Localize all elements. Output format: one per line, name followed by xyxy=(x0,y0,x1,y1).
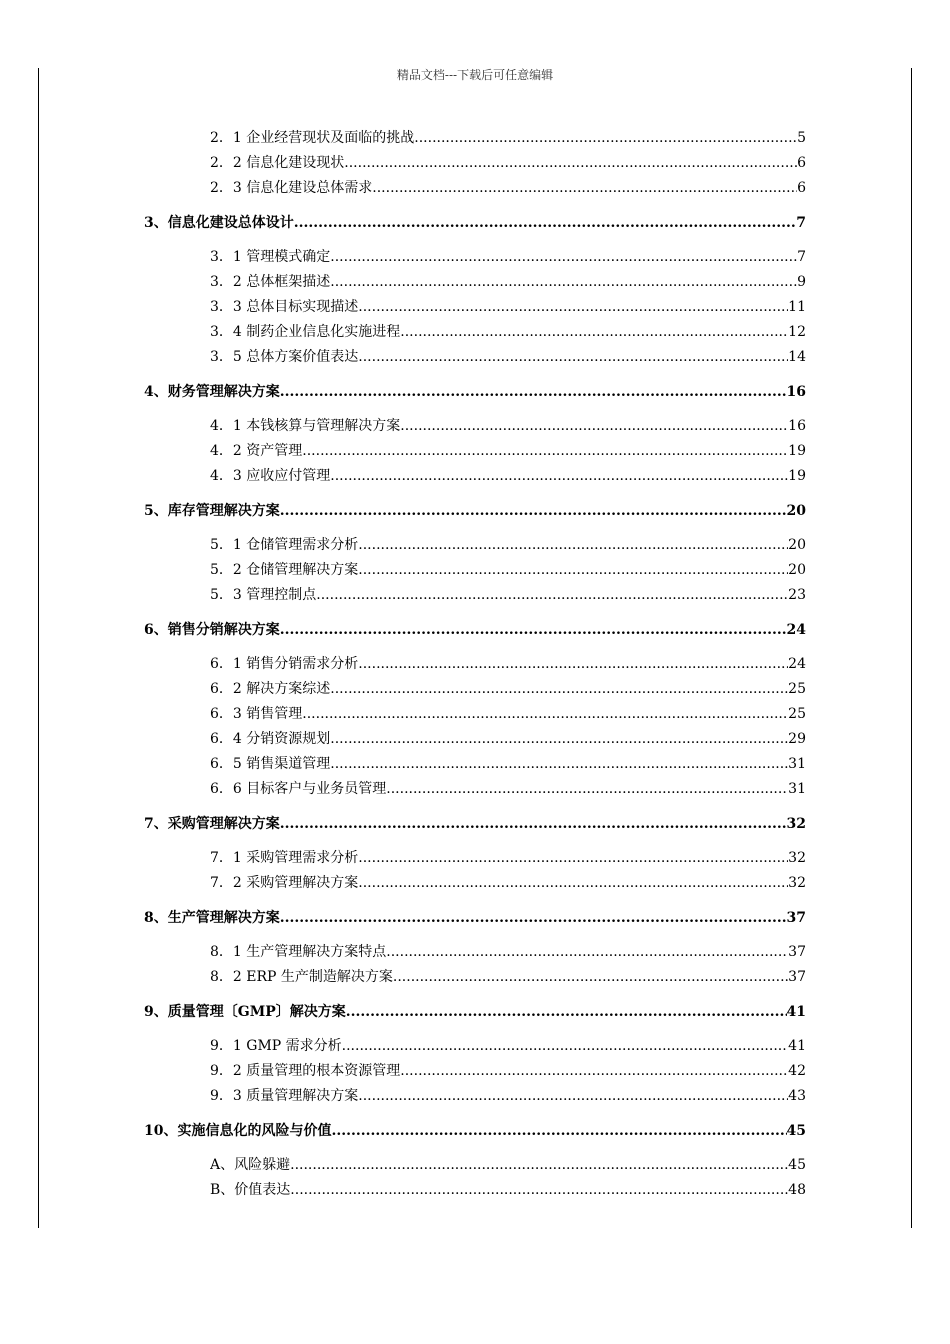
toc-subsection-entry[interactable] xyxy=(210,777,806,802)
toc-subsection-entry[interactable] xyxy=(210,583,806,608)
toc-page-number: 37 xyxy=(788,944,806,960)
toc-dot-leader xyxy=(358,1084,788,1109)
toc-entry-title: 8．1 生产管理解决方案特点 xyxy=(210,944,387,960)
toc-entry-title: 2．1 企业经营现状及面临的挑战 xyxy=(210,130,415,146)
toc-entry-title: 9．3 质量管理解决方案 xyxy=(210,1088,359,1104)
toc-dot-leader xyxy=(302,439,788,464)
toc-entry-title: 4．3 应收应付管理 xyxy=(210,468,331,484)
toc-page-number: 37 xyxy=(788,969,806,985)
toc-dot-leader xyxy=(330,464,788,489)
toc-subsection-entry[interactable] xyxy=(210,270,806,295)
toc-subsection-entry[interactable] xyxy=(210,1084,806,1109)
toc-entry-title: 7．1 采购管理需求分析 xyxy=(210,850,359,866)
toc-subsection-entry[interactable] xyxy=(210,702,806,727)
toc-page-number: 24 xyxy=(788,656,806,672)
toc-entry-title: 9、质量管理〔GMP〕解决方案 xyxy=(144,1004,346,1020)
toc-dot-leader xyxy=(280,812,787,837)
toc-page-number: 20 xyxy=(788,537,806,553)
toc-dot-leader xyxy=(358,295,788,320)
toc-subsection-entry[interactable] xyxy=(210,345,806,370)
toc-dot-leader xyxy=(358,533,788,558)
toc-dot-leader xyxy=(280,618,787,643)
toc-entry-title: 7、采购管理解决方案 xyxy=(144,816,280,832)
toc-dot-leader xyxy=(280,380,787,405)
toc-entry-title: 9．1 GMP 需求分析 xyxy=(210,1038,342,1054)
toc-dot-leader xyxy=(330,245,797,270)
toc-subsection-entry[interactable] xyxy=(210,1034,806,1059)
toc-dot-leader xyxy=(400,1059,788,1084)
toc-dot-leader xyxy=(358,846,788,871)
toc-section-entry[interactable] xyxy=(144,1000,806,1025)
toc-page-number: 31 xyxy=(788,781,806,797)
toc-dot-leader xyxy=(330,270,797,295)
toc-section-entry[interactable] xyxy=(144,618,806,643)
toc-subsection-entry[interactable] xyxy=(210,558,806,583)
toc-dot-leader xyxy=(358,871,788,896)
toc-dot-leader xyxy=(330,752,788,777)
toc-dot-leader xyxy=(330,727,788,752)
toc-dot-leader xyxy=(358,558,788,583)
toc-dot-leader xyxy=(346,1000,787,1025)
toc-subsection-entry[interactable] xyxy=(210,295,806,320)
toc-entry-title: 6、销售分销解决方案 xyxy=(144,622,280,638)
toc-entry-title: 10、实施信息化的风险与价值 xyxy=(144,1123,332,1139)
toc-dot-leader xyxy=(316,583,788,608)
toc-page-number: 25 xyxy=(788,681,806,697)
toc-dot-leader xyxy=(344,151,797,176)
toc-entry-title: 2．3 信息化建设总体需求 xyxy=(210,180,373,196)
toc-page-number: 41 xyxy=(786,1004,806,1020)
toc-entry-title: 5．2 仓储管理解决方案 xyxy=(210,562,359,578)
toc-dot-leader xyxy=(290,1178,788,1203)
toc-dot-leader xyxy=(290,1153,788,1178)
toc-page-number: 19 xyxy=(788,443,806,459)
toc-dot-leader xyxy=(302,702,788,727)
toc-entry-title: B、价值表达 xyxy=(210,1182,291,1198)
toc-subsection-entry[interactable] xyxy=(210,1153,806,1178)
toc-page-number: 45 xyxy=(788,1157,806,1173)
toc-section-entry[interactable] xyxy=(144,812,806,837)
toc-page-number: 5 xyxy=(797,130,806,146)
toc-page-number: 9 xyxy=(797,274,806,290)
table-of-contents xyxy=(0,126,950,1203)
toc-subsection-entry[interactable] xyxy=(210,846,806,871)
toc-entry-title: 8．2 ERP 生产制造解决方案 xyxy=(210,969,393,985)
toc-entry-title: 3．1 管理模式确定 xyxy=(210,249,331,265)
toc-page-number: 7 xyxy=(797,249,806,265)
toc-section-entry[interactable] xyxy=(144,211,806,236)
toc-page-number: 20 xyxy=(788,562,806,578)
toc-dot-leader xyxy=(393,965,788,990)
toc-page-number: 12 xyxy=(788,324,806,340)
toc-page-number: 14 xyxy=(788,349,806,365)
toc-dot-leader xyxy=(386,777,788,802)
toc-page-number: 31 xyxy=(788,756,806,772)
toc-dot-leader xyxy=(414,126,797,151)
toc-entry-title: 4．2 资产管理 xyxy=(210,443,303,459)
toc-entry-title: 3、信息化建设总体设计 xyxy=(144,215,294,231)
toc-section-entry[interactable] xyxy=(144,906,806,931)
toc-dot-leader xyxy=(358,345,788,370)
toc-dot-leader xyxy=(280,499,787,524)
toc-subsection-entry[interactable] xyxy=(210,464,806,489)
toc-entry-title: 8、生产管理解决方案 xyxy=(144,910,280,926)
toc-page-number: 16 xyxy=(786,384,806,400)
toc-subsection-entry[interactable] xyxy=(210,752,806,777)
toc-page-number: 24 xyxy=(786,622,806,638)
toc-page-number: 41 xyxy=(788,1038,806,1054)
page-header: 精品文档---下载后可任意编辑 xyxy=(396,68,554,82)
toc-dot-leader xyxy=(330,677,788,702)
toc-section-entry[interactable] xyxy=(144,380,806,405)
toc-subsection-entry[interactable] xyxy=(210,871,806,896)
toc-entry-title: 6．3 销售管理 xyxy=(210,706,303,722)
toc-entry-title: 6．4 分销资源规划 xyxy=(210,731,331,747)
toc-page-number: 23 xyxy=(788,587,806,603)
toc-entry-title: 6．2 解决方案综述 xyxy=(210,681,331,697)
toc-entry-title: 4．1 本钱核算与管理解决方案 xyxy=(210,418,401,434)
toc-page-number: 16 xyxy=(788,418,806,434)
toc-subsection-entry[interactable] xyxy=(210,533,806,558)
toc-entry-title: 5、库存管理解决方案 xyxy=(144,503,280,519)
toc-dot-leader xyxy=(294,211,797,236)
toc-entry-title: 3．5 总体方案价值表达 xyxy=(210,349,359,365)
toc-entry-title: 9．2 质量管理的根本资源管理 xyxy=(210,1063,401,1079)
toc-entry-title: 4、财务管理解决方案 xyxy=(144,384,280,400)
toc-subsection-entry[interactable] xyxy=(210,1059,806,1084)
toc-page-number: 32 xyxy=(788,850,806,866)
toc-entry-title: 6．5 销售渠道管理 xyxy=(210,756,331,772)
toc-dot-leader xyxy=(342,1034,789,1059)
toc-page-number: 6 xyxy=(797,155,806,171)
toc-entry-title: 3．3 总体目标实现描述 xyxy=(210,299,359,315)
toc-entry-title: 3．4 制药企业信息化实施进程 xyxy=(210,324,401,340)
toc-dot-leader xyxy=(372,176,797,201)
toc-entry-title: 5．1 仓储管理需求分析 xyxy=(210,537,359,553)
toc-page-number: 32 xyxy=(786,816,806,832)
toc-subsection-entry[interactable] xyxy=(210,414,806,439)
toc-page-number: 48 xyxy=(788,1182,806,1198)
toc-subsection-entry[interactable] xyxy=(210,677,806,702)
toc-subsection-entry[interactable] xyxy=(210,439,806,464)
toc-page-number: 43 xyxy=(788,1088,806,1104)
toc-subsection-entry[interactable] xyxy=(210,727,806,752)
toc-page-number: 6 xyxy=(797,180,806,196)
toc-entry-title: 2．2 信息化建设现状 xyxy=(210,155,345,171)
toc-subsection-entry[interactable] xyxy=(210,965,806,990)
toc-page-number: 45 xyxy=(786,1123,806,1139)
toc-subsection-entry[interactable] xyxy=(210,126,806,151)
toc-dot-leader xyxy=(386,940,788,965)
toc-entry-title: 3．2 总体框架描述 xyxy=(210,274,331,290)
toc-dot-leader xyxy=(358,652,788,677)
toc-section-entry[interactable] xyxy=(144,1119,806,1144)
toc-page-number: 25 xyxy=(788,706,806,722)
toc-subsection-entry[interactable] xyxy=(210,652,806,677)
toc-subsection-entry[interactable] xyxy=(210,151,806,176)
toc-dot-leader xyxy=(331,1119,786,1144)
toc-subsection-entry[interactable] xyxy=(210,1178,806,1203)
toc-section-entry[interactable] xyxy=(144,499,806,524)
toc-entry-title: 5．3 管理控制点 xyxy=(210,587,317,603)
toc-page-number: 32 xyxy=(788,875,806,891)
toc-entry-title: 6．1 销售分销需求分析 xyxy=(210,656,359,672)
toc-subsection-entry[interactable] xyxy=(210,320,806,345)
toc-page-number: 42 xyxy=(788,1063,806,1079)
toc-subsection-entry[interactable] xyxy=(210,940,806,965)
toc-dot-leader xyxy=(400,320,788,345)
toc-page-number: 37 xyxy=(786,910,806,926)
toc-entry-title: 7．2 采购管理解决方案 xyxy=(210,875,359,891)
toc-entry-title: 6．6 目标客户与业务员管理 xyxy=(210,781,387,797)
toc-dot-leader xyxy=(400,414,788,439)
toc-dot-leader xyxy=(280,906,787,931)
toc-entry-title: A、风险躲避 xyxy=(210,1157,291,1173)
toc-subsection-entry[interactable] xyxy=(210,245,806,270)
toc-page-number: 11 xyxy=(788,299,806,315)
toc-subsection-entry[interactable] xyxy=(210,176,806,201)
toc-page-number: 20 xyxy=(786,503,806,519)
toc-page-number: 7 xyxy=(796,215,806,231)
toc-page-number: 19 xyxy=(788,468,806,484)
toc-page-number: 29 xyxy=(788,731,806,747)
